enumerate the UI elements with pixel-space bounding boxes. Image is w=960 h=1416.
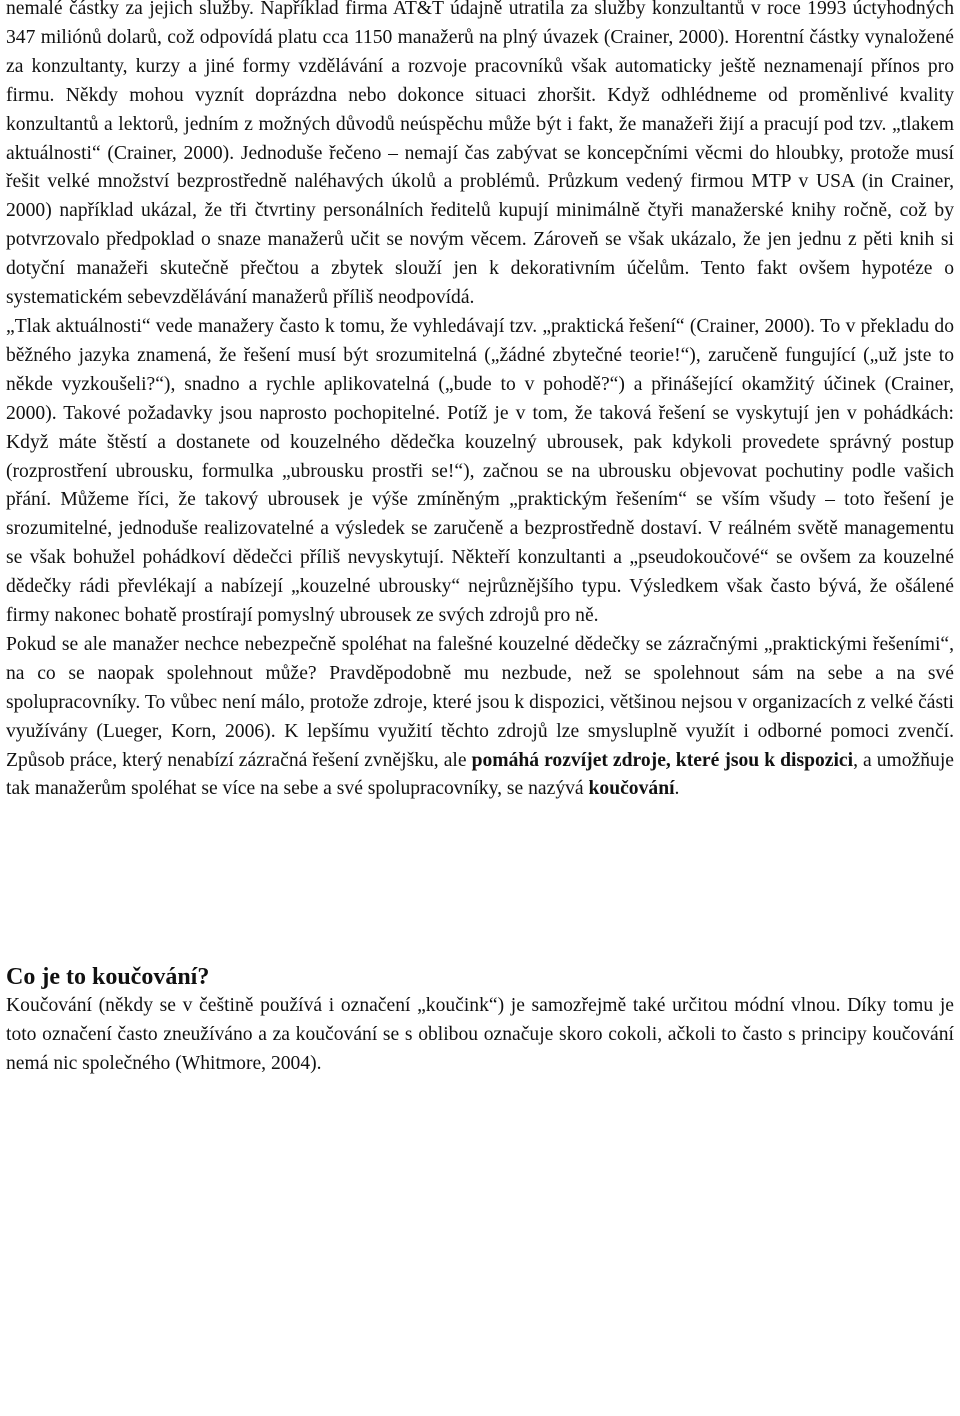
section-spacer bbox=[6, 804, 954, 962]
section-heading: Co je to koučování? bbox=[6, 964, 210, 991]
body-paragraph-3 bbox=[6, 631, 954, 804]
bold-term-coaching: koučování bbox=[588, 778, 675, 800]
body-paragraph-1: nemalé částky za jejich služby. Například firma AT&T údajně utratila za služby konzultantů v roce 1993 úctyhodných 347 miliónů dolarů, což odpovídá platu cca 1150 manažerů na plný úvazek (Crainer, 2000). Horentní částky vynaložené za konzultanty, kurzy a jiné formy vzdělávání a rozvoje pracovníků však automaticky ještě neznamenají přínos pro firmu. Někdy mohou vyznít doprázdna nebo dokonce situaci zhoršit. Když odhlédneme od proměnlivé kvality konzultantů a lektorů, jedním z možných důvodů neúspěchu může být i fakt, že manažeři žijí a pracují pod tzv. „tlakem aktuálnosti“ (Crainer, 2000). Jednoduše řečeno – nemají čas zabývat se koncepčními věcmi do hloubky, protože musí řešit velké množství bezprostředně naléhavých úkolů a problémů. Průzkum vedený firmou MTP v USA (in Crainer, 2000) například ukázal, že tři čtvrtiny personálních ředitelů kupují minimálně čtyři manažerské knihy ročně, což by potvrzovalo předpoklad o snaze manažerů učit se novým věcem. Zároveň se však ukázalo, že jen jednu z pěti knih si dotyční manažeři skutečně přečtou a zbytek slouží jen k dekorativním účelům. Tento fakt ovšem hypotéze o systematickém sebevzdělávání manažerů příliš neodpovídá. bbox=[6, 0, 954, 309]
bold-phrase-resources: pomáhá rozvíjet zdroje, které jsou k dispozici bbox=[471, 749, 854, 771]
body-paragraph-2: „Tlak aktuálnosti“ vede manažery často k tomu, že vyhledávají tzv. „praktická řešení“ (Crainer, 2000). To v překladu do běžného jazyka znamená, že řešení musí být srozumitelná („žádné zbytečné teorie!“), zaručeně fungující („už jste to někde vyzkoušeli?“), snadno a rychle aplikovatelná („bude to v pohodě?“) a přinášející okamžitý účinek (Crainer, 2000). Takové požadavky jsou naprosto pochopitelné. Potíž je v tom, že taková řešení se vyskytují jen v pohádkách: Když máte štěstí a dostanete od kouzelného dědečka kouzelný ubrousek, pak kdykoli provedete správný postup (rozprostření ubrousku, formulka „ubrousku prostři se!“), začnou se na ubrousku objevovat pochutiny podle vašich přání. Můžeme říci, že takový ubrousek je výše zmíněným „praktickým řešením“ se vším všudy – toto řešení je srozumitelné, jednoduše realizovatelné a výsledek se zaručeně a bezprostředně dostaví. V reálném světě managementu se však bohužel pohádkoví dědečci příliš nevyskytují. Někteří konzultanti a „pseudokoučové“ se ovšem za kouzelné dědečky rádi převlékají a nabízejí „kouzelné ubrousky“ nejrůznějšího typu. Výsledkem však často bývá, že ošálené firmy nakonec bohatě prostírají pomyslný ubrousek ze svých zdrojů pro ně. bbox=[6, 315, 954, 627]
section-paragraph: Koučování (někdy se v češtině používá i označení „koučink“) je samozřejmě také určitou módní vlnou. Díky tomu je toto označení často zneužíváno a za koučování se s oblibou označuje skoro cokoli, ačkoli to často s principy koučování nemá nic společného (Whitmore, 2004). bbox=[6, 995, 954, 1075]
paragraph-3-text-end: . bbox=[674, 778, 680, 800]
paragraph-3-text-middle: , a umožňuje tak manažerům spoléhat se více na sebe a své spolupracovníky, se nazývá bbox=[6, 749, 954, 800]
paragraph-3-text-start: Pokud se ale manažer nechce nebezpečně spoléhat na falešné kouzelné dědečky se zázračnými „praktickými řešeními“, na co se naopak spolehnout může? Pravděpodobně mu nezbude, než se spolehnout sám na sebe a na své spolupracovníky. To vůbec není málo, protože zdroje, které jsou k dispozici, většinou nejsou v organizacích z velké části využívány (Lueger, Korn, 2006). K lepšímu využití těchto zdrojů lze smysluplně využít i odborné pomoci zvenčí. Způsob práce, který nenabízí zázračná řešení zvnějšku, ale bbox=[6, 633, 954, 771]
